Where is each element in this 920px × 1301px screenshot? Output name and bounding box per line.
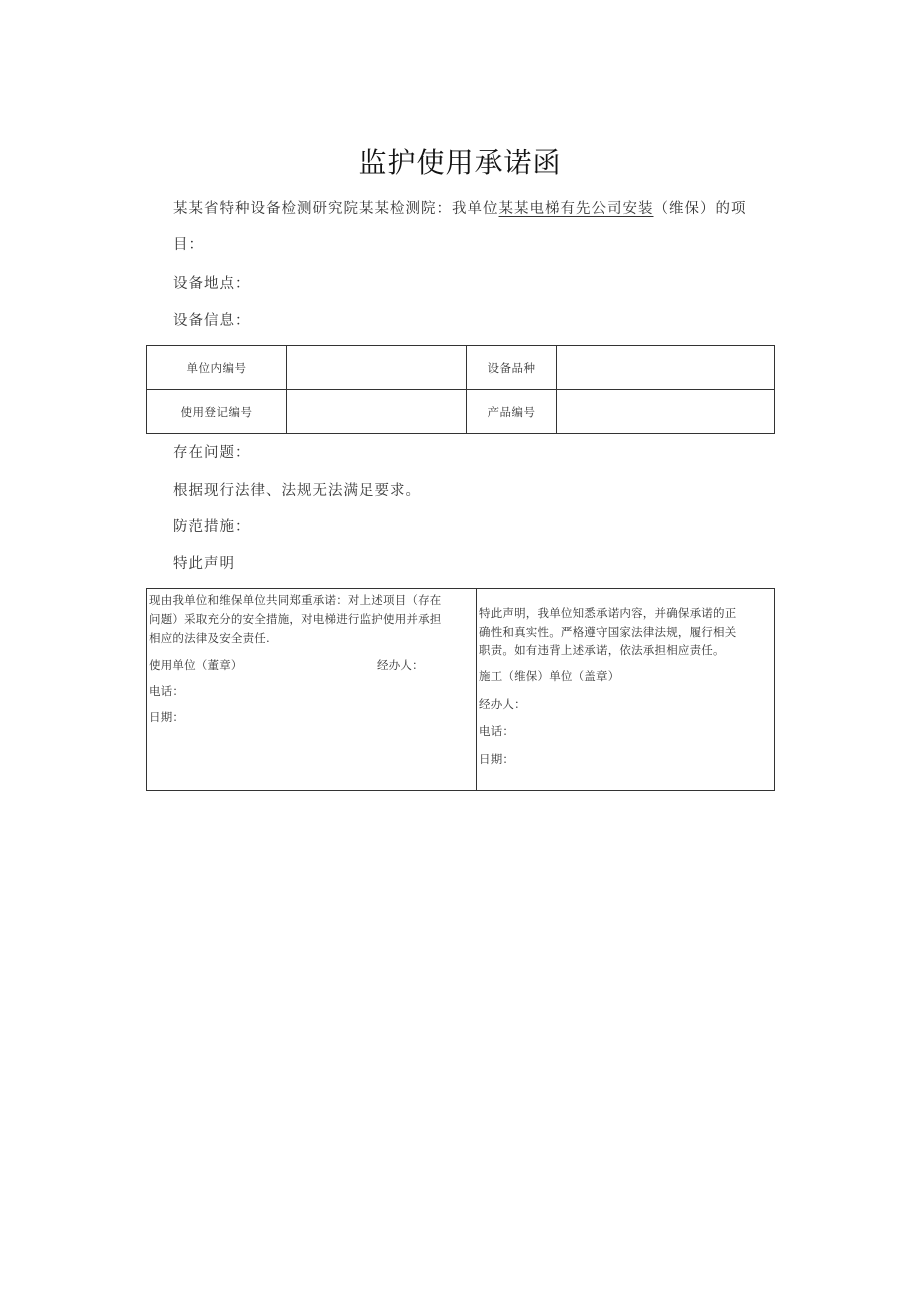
intro-line-2: 目： bbox=[173, 237, 204, 253]
pledge-table bbox=[146, 588, 775, 791]
registration-number-label: 使用登记编号 bbox=[147, 390, 287, 434]
table-row bbox=[147, 390, 775, 434]
contractor-date-label: 日期： bbox=[479, 752, 515, 766]
pledge-left-line-2: 问题）采取充分的安全措施，对电梯进行监护使用并承担 bbox=[149, 612, 442, 626]
product-number-label: 产品编号 bbox=[467, 390, 557, 434]
equipment-info-table bbox=[146, 345, 775, 434]
pledge-right-line-1: 特此声明，我单位知悉承诺内容，并确保承诺的正 bbox=[479, 606, 737, 620]
user-handler-label: 经办人： bbox=[377, 658, 424, 672]
pledge-left-line-1: 现由我单位和维保单位共同郑重承诺：对上述项目（存在 bbox=[149, 593, 442, 607]
user-unit-pledge-cell bbox=[147, 589, 477, 791]
pledge-right-line-2: 确性和真实性。严格遵守国家法律法规，履行相关 bbox=[479, 625, 737, 639]
pledge-left-line-3: 相应的法律及安全责任. bbox=[149, 631, 270, 645]
contractor-unit-seal-label: 施工（维保）单位（盖章） bbox=[479, 669, 620, 683]
contractor-handler-label: 经办人： bbox=[479, 697, 526, 711]
measures-label: 防范措施： bbox=[173, 519, 251, 535]
equipment-type-value[interactable] bbox=[557, 346, 775, 390]
unit-internal-number-value[interactable] bbox=[287, 346, 467, 390]
user-date-label: 日期： bbox=[149, 710, 185, 724]
contractor-pledge-cell bbox=[477, 589, 775, 791]
contractor-phone-label: 电话： bbox=[479, 724, 515, 738]
registration-number-value[interactable] bbox=[287, 390, 467, 434]
intro-prefix: 某某省特种设备检测研究院某某检测院：我单位 bbox=[173, 201, 499, 217]
equipment-info-label: 设备信息： bbox=[173, 313, 251, 329]
pledge-right-line-3: 职责。如有违背上述承诺，依法承担相应责任。 bbox=[479, 643, 725, 657]
unit-internal-number-label: 单位内编号 bbox=[147, 346, 287, 390]
intro-line-1 bbox=[173, 199, 747, 219]
equipment-location-label: 设备地点： bbox=[173, 276, 251, 292]
equipment-type-label: 设备品种 bbox=[467, 346, 557, 390]
user-phone-label: 电话： bbox=[149, 684, 185, 698]
issues-text: 根据现行法律、法规无法满足要求。 bbox=[173, 483, 421, 499]
contractor-name: 某某电梯有先公司安装 bbox=[498, 201, 654, 217]
user-unit-seal-label: 使用单位（董章） bbox=[149, 658, 243, 672]
product-number-value[interactable] bbox=[557, 390, 775, 434]
document-title: 监护使用承诺函 bbox=[358, 146, 562, 179]
issues-label: 存在问题： bbox=[173, 445, 251, 461]
intro-suffix: （维保）的项 bbox=[653, 201, 747, 217]
table-row bbox=[147, 346, 775, 390]
declaration-label: 特此声明 bbox=[173, 556, 235, 572]
